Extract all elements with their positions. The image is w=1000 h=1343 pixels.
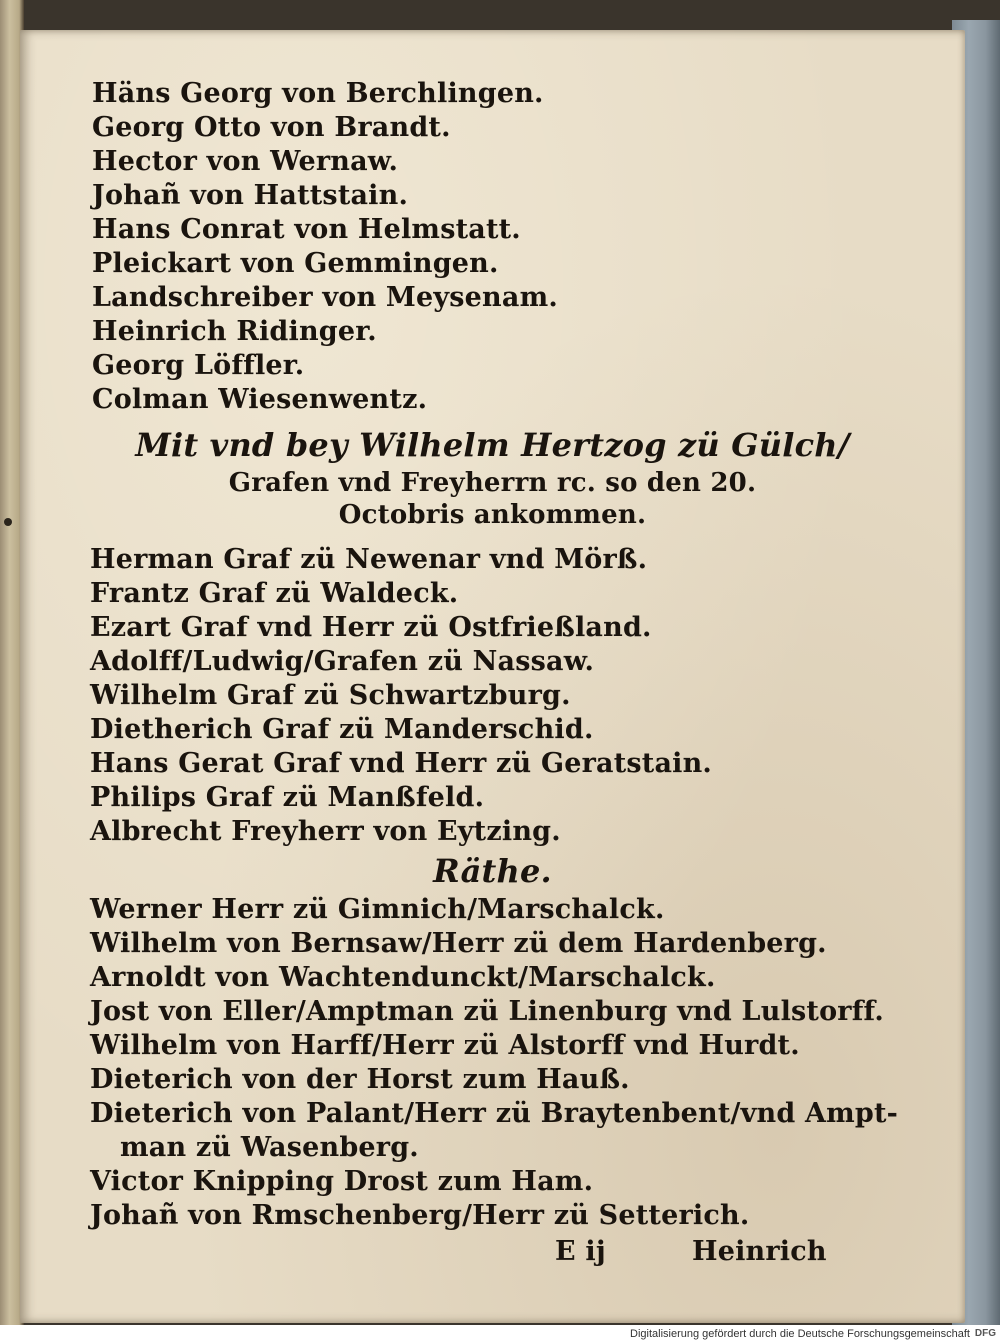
name-line: man zü Wasenberg. xyxy=(120,1132,419,1163)
name-line: Georg Löffler. xyxy=(92,350,305,381)
binding-hole xyxy=(4,518,12,526)
name-line: Pleickart von Gemmingen. xyxy=(92,248,499,279)
name-line: Heinrich Ridinger. xyxy=(92,316,377,347)
name-line: Victor Knipping Drost zum Ham. xyxy=(90,1166,594,1197)
name-line: Hans Conrat von Helmstatt. xyxy=(92,214,521,245)
name-line: Hans Gerat Graf vnd Herr zü Geratstain. xyxy=(90,748,713,779)
name-line: Dietherich Graf zü Manderschid. xyxy=(90,714,594,745)
name-line: Jost von Eller/Amptman zü Linenburg vnd Lulstorff. xyxy=(90,996,885,1027)
name-line: Wilhelm von Harff/Herr zü Alstorff vnd Hurdt. xyxy=(90,1030,800,1061)
heading-line-2: Grafen vnd Freyherrn rc. so den 20. xyxy=(228,468,757,498)
heading-line-1: Mit vnd bey Wilhelm Hertzog zü Gülch/ xyxy=(135,426,850,464)
catchword: Heinrich xyxy=(692,1236,827,1267)
name-line: Georg Otto von Brandt. xyxy=(92,112,451,143)
name-line: Albrecht Freyherr von Eytzing. xyxy=(90,816,561,847)
name-line: Wilhelm von Bernsaw/Herr zü dem Hardenberg. xyxy=(90,928,827,959)
name-line: Häns Georg von Berchlingen. xyxy=(92,78,544,109)
name-line: Adolff/Ludwig/Grafen zü Nassaw. xyxy=(90,646,595,677)
name-line: Herman Graf zü Newenar vnd Mörß. xyxy=(90,544,648,575)
footer-credit: Digitalisierung gefördert durch die Deutsche Forschungsgemeinschaft xyxy=(630,1328,970,1340)
name-line: Dieterich von Palant/Herr zü Braytenbent/vnd Ampt- xyxy=(90,1098,899,1129)
name-line: Johañ von Hattstain. xyxy=(92,180,409,211)
section-title: Räthe. xyxy=(433,852,552,890)
name-line: Frantz Graf zü Waldeck. xyxy=(90,578,459,609)
name-line: Dieterich von der Horst zum Hauß. xyxy=(90,1064,630,1095)
document-page xyxy=(20,30,965,1323)
name-line: Ezart Graf vnd Herr zü Ostfrießland. xyxy=(90,612,652,643)
dfg-logo: DFG xyxy=(974,1328,996,1339)
footer-bar xyxy=(0,1325,1000,1343)
name-line: Johañ von Rmschenberg/Herr zü Setterich. xyxy=(90,1200,750,1231)
heading-line-3: Octobris ankommen. xyxy=(338,500,647,530)
name-line: Landschreiber von Meysenam. xyxy=(92,282,558,313)
name-line: Wilhelm Graf zü Schwartzburg. xyxy=(90,680,571,711)
name-line: Colman Wiesenwentz. xyxy=(92,384,428,415)
name-line: Philips Graf zü Manßfeld. xyxy=(90,782,485,813)
signature-mark: E ij xyxy=(555,1236,606,1267)
name-line: Hector von Wernaw. xyxy=(92,146,399,177)
bleed-through-text xyxy=(765,110,965,1190)
name-line: Arnoldt von Wachtendunckt/Marschalck. xyxy=(90,962,716,993)
name-line: Werner Herr zü Gimnich/Marschalck. xyxy=(90,894,665,925)
